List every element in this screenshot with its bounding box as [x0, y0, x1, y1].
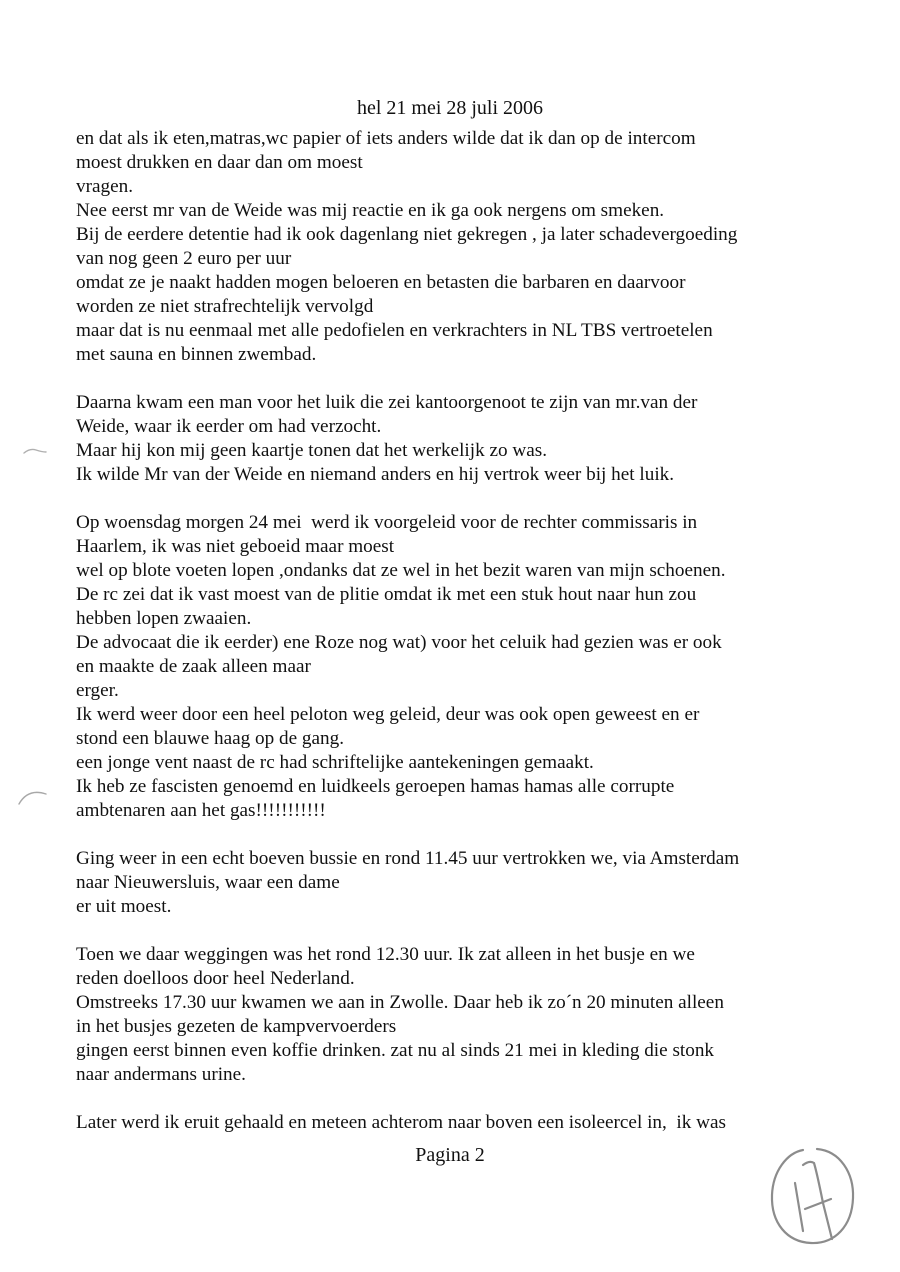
text-line: Later werd ik eruit gehaald en meteen achterom naar boven een isoleercel in, ik was — [76, 1112, 726, 1133]
text-line: gingen eerst binnen even koffie drinken. zat nu al sinds 21 mei in kleding die stonk — [76, 1040, 715, 1061]
document-title: hel 21 mei 28 juli 2006 — [356, 97, 544, 119]
text-line: moest drukken en daar dan om moest — [76, 152, 363, 173]
page-number: Pagina 2 — [415, 1144, 485, 1166]
text-line: Maar hij kon mij geen kaartje tonen dat het werkelijk zo was. — [76, 440, 548, 461]
handwritten-17-annotation — [755, 1138, 865, 1258]
text-line: hebben lopen zwaaien. — [76, 608, 252, 629]
text-line: Toen we daar weggingen was het rond 12.30 uur. Ik zat alleen in het busje en we — [76, 944, 695, 965]
text-line: in het busjes gezeten de kampvervoerders — [76, 1016, 397, 1037]
text-line: Ik wilde Mr van der Weide en niemand anders en hij vertrok weer bij het luik. — [76, 464, 675, 485]
text-line: Op woensdag morgen 24 mei werd ik voorgeleid voor de rechter commissaris in — [76, 512, 698, 533]
text-line: met sauna en binnen zwembad. — [76, 344, 317, 365]
paragraph — [76, 391, 866, 487]
text-line: worden ze niet strafrechtelijk vervolgd — [76, 296, 374, 317]
paragraph — [76, 1111, 866, 1135]
text-line: een jonge vent naast de rc had schriftelijke aantekeningen gemaakt. — [76, 752, 594, 773]
digit-one-stroke — [795, 1183, 803, 1231]
text-line: wel op blote voeten lopen ,ondanks dat ze wel in het bezit waren van mijn schoenen. — [76, 560, 726, 581]
paragraph — [76, 511, 866, 823]
paragraph — [76, 127, 866, 367]
text-line: Ik werd weer door een heel peloton weg geleid, deur was ook open geweest en er — [76, 704, 700, 725]
text-line: reden doelloos door heel Nederland. — [76, 968, 355, 989]
text-line: Omstreeks 17.30 uur kwamen we aan in Zwolle. Daar heb ik zo´n 20 minuten alleen — [76, 992, 724, 1013]
digit-seven-crossbar-stroke — [805, 1199, 831, 1209]
text-line: er uit moest. — [76, 896, 172, 917]
text-line: naar Nieuwersluis, waar een dame — [76, 872, 340, 893]
pencil-mark-icon — [22, 444, 48, 458]
text-line: Haarlem, ik was niet geboeid maar moest — [76, 536, 395, 557]
document-body — [76, 127, 866, 1159]
text-line: en maakte de zaak alleen maar — [76, 656, 311, 677]
text-line: erger. — [76, 680, 119, 701]
text-line: De advocaat die ik eerder) ene Roze nog wat) voor het celuik had gezien was er ook — [76, 632, 722, 653]
text-line: Weide, waar ik eerder om had verzocht. — [76, 416, 382, 437]
text-line: naar andermans urine. — [76, 1064, 246, 1085]
text-line: omdat ze je naakt hadden mogen beloeren en betasten die barbaren en daarvoor — [76, 272, 686, 293]
text-line: De rc zei dat ik vast moest van de plitie omdat ik met een stuk hout naar hun zou — [76, 584, 697, 605]
paragraph — [76, 943, 866, 1087]
text-line: maar dat is nu eenmaal met alle pedofielen en verkrachters in NL TBS vertroetelen — [76, 320, 713, 341]
text-line: vragen. — [76, 176, 134, 197]
text-line: Bij de eerdere detentie had ik ook dagenlang niet gekregen , ja later schadevergoeding — [76, 224, 738, 245]
text-line: Ging weer in een echt boeven bussie en rond 11.45 uur vertrokken we, via Amsterdam — [76, 848, 740, 869]
text-line: van nog geen 2 euro per uur — [76, 248, 292, 269]
paragraph — [76, 847, 866, 919]
pencil-mark-icon — [16, 784, 50, 808]
text-line: Daarna kwam een man voor het luik die zei kantoorgenoot te zijn van mr.van der — [76, 392, 698, 413]
text-line: Nee eerst mr van de Weide was mij reactie en ik ga ook nergens om smeken. — [76, 200, 665, 221]
text-line: ambtenaren aan het gas!!!!!!!!!!! — [76, 800, 326, 821]
text-line: Ik heb ze fascisten genoemd en luidkeels geroepen hamas hamas alle corrupte — [76, 776, 675, 797]
text-line: en dat als ik eten,matras,wc papier of iets anders wilde dat ik dan op de intercom — [76, 128, 696, 149]
text-line: stond een blauwe haag op de gang. — [76, 728, 345, 749]
